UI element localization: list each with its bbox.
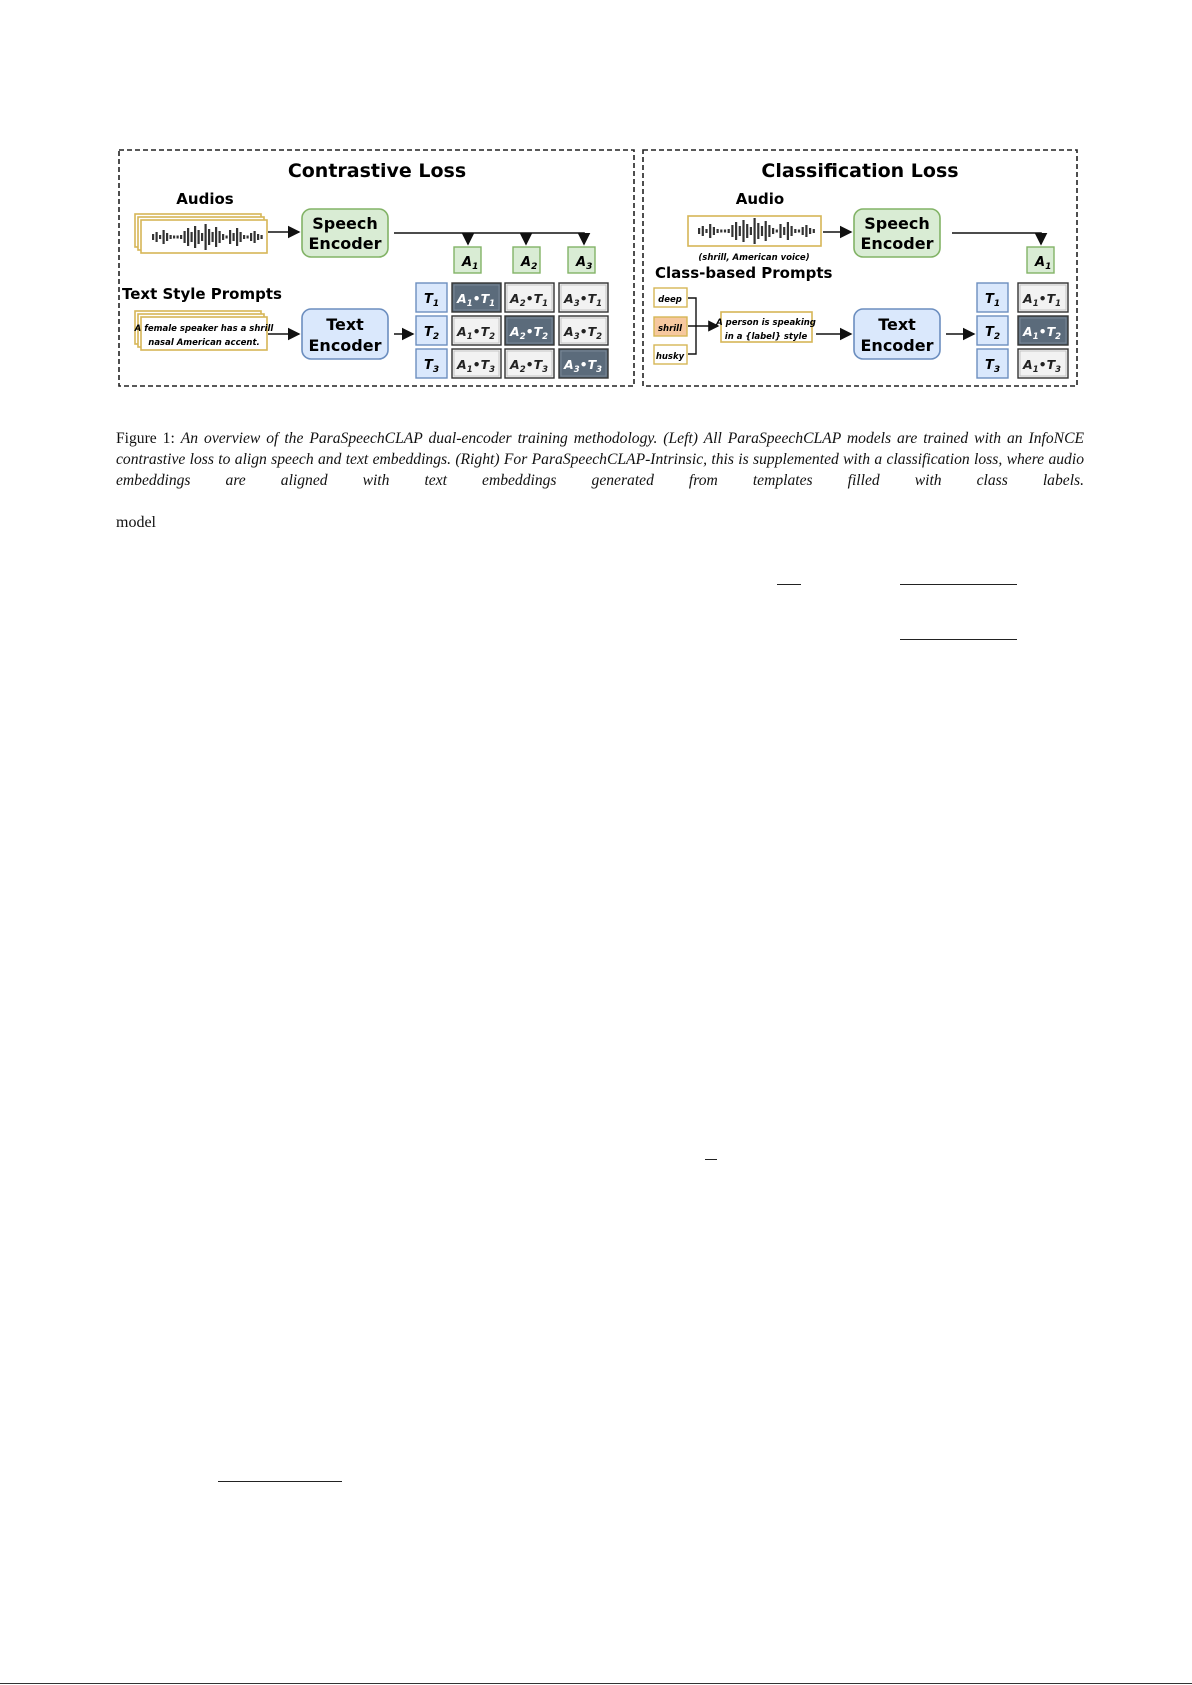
audio-waveform-stack: [135, 214, 267, 253]
svg-text:Encoder: Encoder: [860, 336, 934, 355]
text-embedding-right-t2: [977, 316, 1008, 345]
speech-encoder-left: [302, 209, 388, 257]
svg-text:deep: deep: [658, 295, 682, 305]
training-methodology-figure: [116, 146, 1080, 392]
svg-text:A1•T3: $A_1•T_3$: [457, 357, 496, 375]
rule-3: [900, 639, 1017, 640]
audio-caption: (shrill, American voice): [698, 253, 810, 263]
text-style-prompts-label: Text Style Prompts: [122, 285, 282, 303]
svg-text:Encoder: Encoder: [860, 234, 934, 253]
audio-embedding-a3: [568, 247, 595, 273]
svg-text:A2•T3: $A_2•T_3$: [510, 357, 549, 375]
svg-text:in a {label} style: in a {label} style: [724, 332, 808, 342]
score-cell: [1018, 316, 1068, 345]
svg-text:Speech: Speech: [312, 214, 378, 233]
audios-label: Audios: [176, 190, 234, 208]
matrix-cell: [505, 316, 554, 345]
svg-text:T3: $T_3$: [985, 358, 1001, 375]
matrix-cell: [505, 349, 554, 378]
svg-text:Encoder: Encoder: [308, 234, 382, 253]
svg-text:A1: $A_1$: [462, 255, 479, 272]
caption-text: An overview of the ParaSpeechCLAP dual-encoder training methodology. (Left) All ParaSpeechCLAP models are trained with an InfoNCE contrastive loss to align speech and text embeddings. (Right) For ParaSpeechCLAP-Intrinsic, this is supplemented with a classification loss, where audio embeddings are aligned with text embeddings generated from templates filled with class labels.: [116, 430, 1084, 489]
matrix-cell: [452, 283, 501, 312]
classification-score-column: [1018, 283, 1068, 378]
speech-encoder-right: [854, 209, 940, 257]
svg-text:T1: $T_1$: [985, 292, 1001, 309]
svg-text:Text: Text: [326, 315, 364, 334]
class-label-deep: [654, 288, 687, 307]
class-label-shrill: [654, 317, 687, 336]
svg-text:A1•T2: $A_1•T_2$: [1023, 324, 1062, 342]
svg-text:A3•T3: $A_3•T_3$: [564, 357, 603, 375]
body-text-fragment: model: [116, 514, 156, 531]
matrix-cell: [559, 349, 608, 378]
matrix-cell: [452, 349, 501, 378]
contrastive-loss-title: Contrastive Loss: [287, 160, 467, 182]
text-encoder-right: [854, 309, 940, 359]
classification-loss-title: Classification Loss: [761, 160, 959, 182]
svg-text:T3: $T_3$: [424, 358, 440, 375]
matrix-cell: [559, 283, 608, 312]
svg-text:Encoder: Encoder: [308, 336, 382, 355]
text-embedding-t1: [416, 283, 447, 312]
audio-embedding-right-a1: [1027, 247, 1054, 273]
text-embedding-t3: [416, 349, 447, 378]
svg-text:T2: $T_2$: [424, 325, 440, 342]
svg-text:Speech: Speech: [864, 214, 930, 233]
svg-text:T1: $T_1$: [424, 292, 440, 309]
text-encoder-left: [302, 309, 388, 359]
svg-text:A3•T2: $A_3•T_2$: [564, 324, 603, 342]
audio-label: Audio: [735, 190, 785, 208]
rule-4: [705, 1159, 717, 1160]
prompt-template: [715, 312, 816, 342]
svg-text:A3•T1: $A_3•T_1$: [564, 291, 603, 309]
caption-label: Figure 1:: [116, 430, 181, 447]
figure-caption: [116, 428, 1084, 491]
svg-text:A2•T2: $A_2•T_2$: [510, 324, 549, 342]
svg-text:A1•T1: $A_1•T_1$: [457, 291, 496, 309]
rule-5: [218, 1481, 342, 1482]
text-prompt-stack: [134, 311, 275, 350]
svg-text:A1•T1: $A_1•T_1$: [1023, 291, 1062, 309]
text-embedding-right-t1: [977, 283, 1008, 312]
svg-text:A1•T2: $A_1•T_2$: [457, 324, 496, 342]
text-embedding-right-t3: [977, 349, 1008, 378]
svg-text:Text: Text: [878, 315, 916, 334]
class-label-husky: [654, 345, 687, 364]
audio-embedding-a1: [454, 247, 481, 273]
matrix-cell: [505, 283, 554, 312]
matrix-cell: [452, 316, 501, 345]
rule-2: [900, 584, 1017, 585]
similarity-matrix: [452, 283, 608, 378]
class-based-prompts-label: Class-based Prompts: [655, 264, 833, 282]
score-cell: [1018, 349, 1068, 378]
svg-text:A3: $A_3$: [576, 255, 593, 272]
svg-text:A1: $A_1$: [1035, 255, 1052, 272]
svg-text:shrill: shrill: [657, 324, 683, 334]
single-audio-card: [688, 216, 821, 246]
rule-1: [777, 584, 801, 585]
svg-text:A2: $A_2$: [521, 255, 538, 272]
svg-text:husky: husky: [655, 352, 685, 362]
svg-text:T2: $T_2$: [985, 325, 1001, 342]
svg-text:A person is speaking: A person is speaking: [716, 318, 816, 328]
svg-text:A1•T3: $A_1•T_3$: [1023, 357, 1062, 375]
svg-text:A2•T1: $A_2•T_1$: [510, 291, 549, 309]
audio-embedding-a2: [513, 247, 540, 273]
svg-text:A female speaker has a shrill: A female speaker has a shrill: [134, 324, 274, 334]
svg-text:nasal American accent.: nasal American accent.: [148, 338, 260, 348]
matrix-cell: [559, 316, 608, 345]
score-cell: [1018, 283, 1068, 312]
text-embedding-t2: [416, 316, 447, 345]
page-bottom-rule: [0, 1683, 1192, 1684]
